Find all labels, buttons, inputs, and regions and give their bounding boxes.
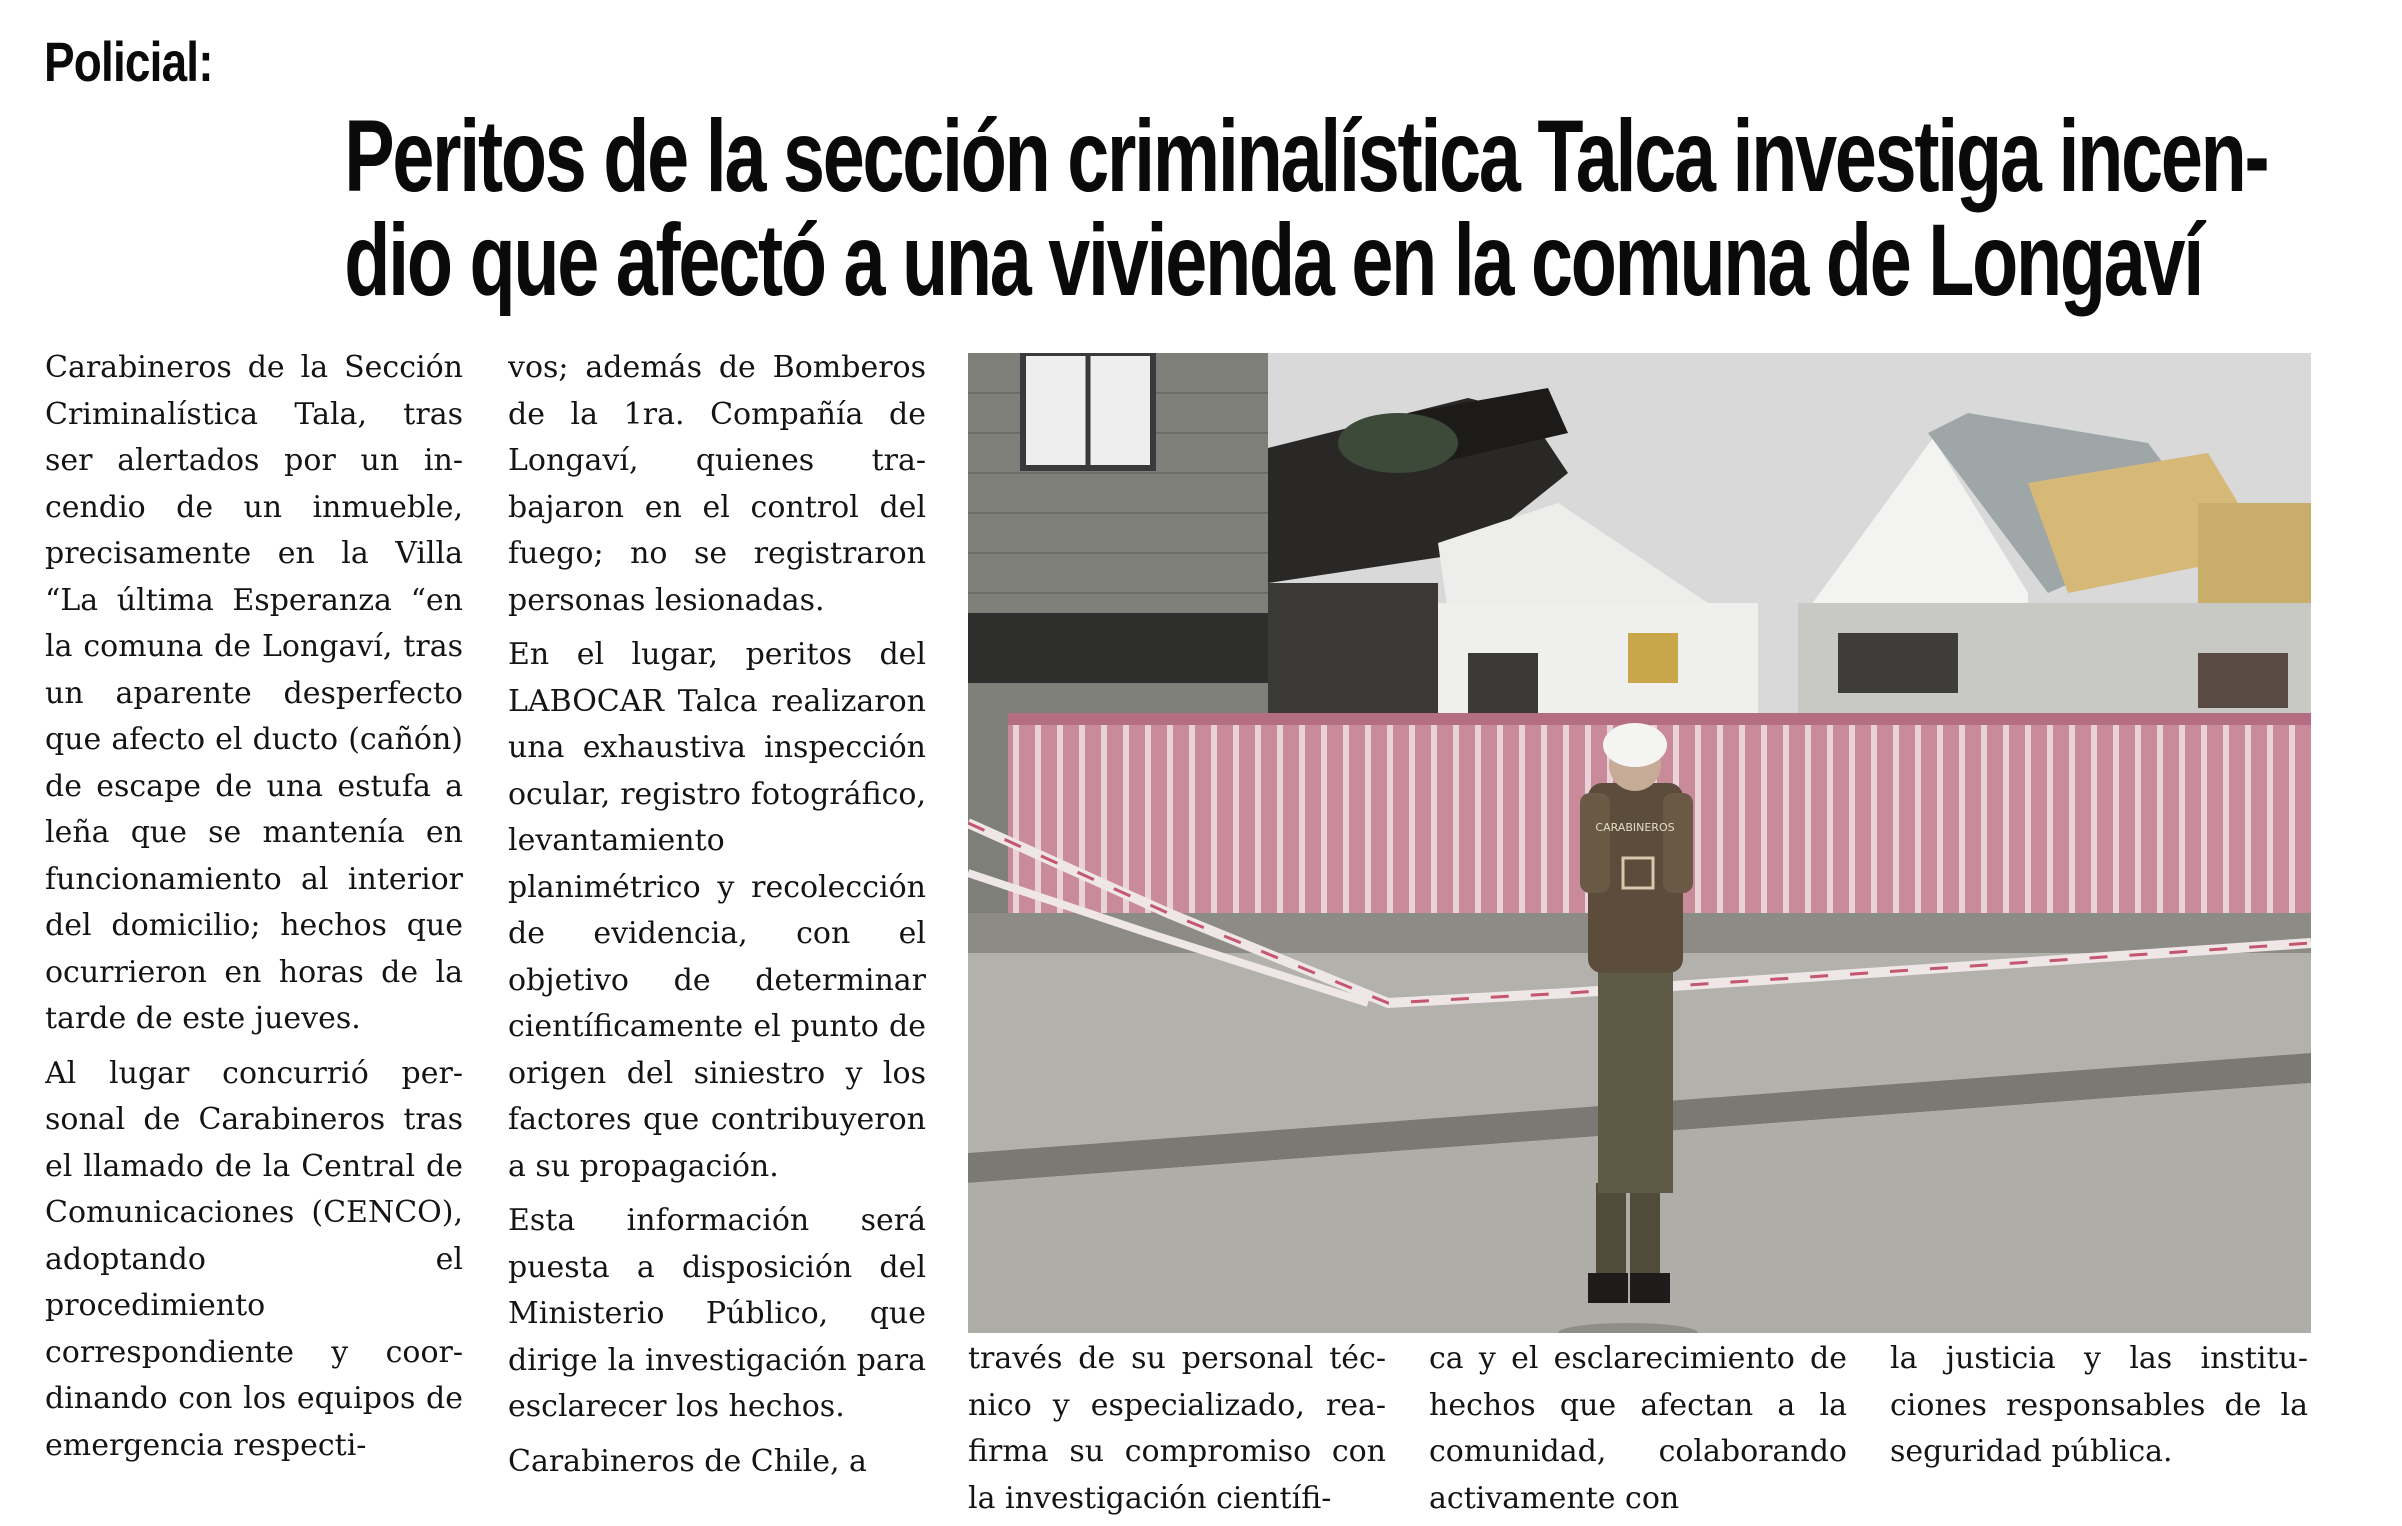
text-column-2 [508,345,926,1526]
paragraph: Esta información será puesta a disposición del Ministerio Público, que dirige la investigación para esclarecer los hechos. [508,1203,926,1424]
text-column-3 [968,1336,1386,1526]
paragraph: vos; además de Bomberos de la 1ra. Compañía de Longaví, quienes trabajaron en el control del fuego; no se registraron personas lesionadas. [508,350,926,618]
paragraph: Carabineros de la Sección Criminalística Tala, tras ser alertados por un incendio de un inmueble, precisamente en la Villa “La última Esperanza “en la comuna de Longaví, tras un aparente desperfecto que afecto el ducto (cañón) de escape de una estufa a leña que se mantenía en funcionamiento al interior del domicilio; hechos que ocurrieron en horas de la tarde de este jueves. [45,350,463,1036]
paragraph: Carabineros de Chile, a [508,1443,867,1479]
headline-line-2: dio que afectó a una vivienda en la comuna de Longaví [344,203,2203,317]
text-column-4 [1429,1336,1847,1526]
paragraph: la justicia y las instituciones responsables de la seguridad pública. [1890,1341,2308,1469]
headline [40,99,2380,317]
headline-line-1: Peritos de la sección criminalística Talca investiga incen- [344,99,2268,213]
paragraph: En el lugar, peritos del LABOCAR Talca realizaron una exhaustiva inspección ocular, registro fotográfico, levantamiento planimétrico y recolección de evidencia, con el objetivo de determinar científicamente el punto de origen del siniestro y los factores que contribuyeron a su propagación. [508,637,926,1184]
section-label: Policial: [44,30,213,93]
paragraph: ca y el esclarecimiento de hechos que afectan a la comunidad, colaborando activamente con [1429,1341,1847,1516]
fire-scene-illustration [968,353,2311,1333]
paragraph: Al lugar concurrió personal de Carabineros tras el llamado de la Central de Comunicaciones (CENCO), adoptando el procedimiento correspondiente y coordinando con los equipos de emergencia respecti- [45,1055,463,1463]
paragraph: través de su personal técnico y especializado, reafirma su compromiso con la investigación científi- [968,1341,1386,1516]
vest-label: CARABINEROS [1595,821,1675,834]
text-column-5 [1890,1336,2308,1526]
text-column-1 [45,345,463,1526]
news-photo [968,353,2311,1333]
